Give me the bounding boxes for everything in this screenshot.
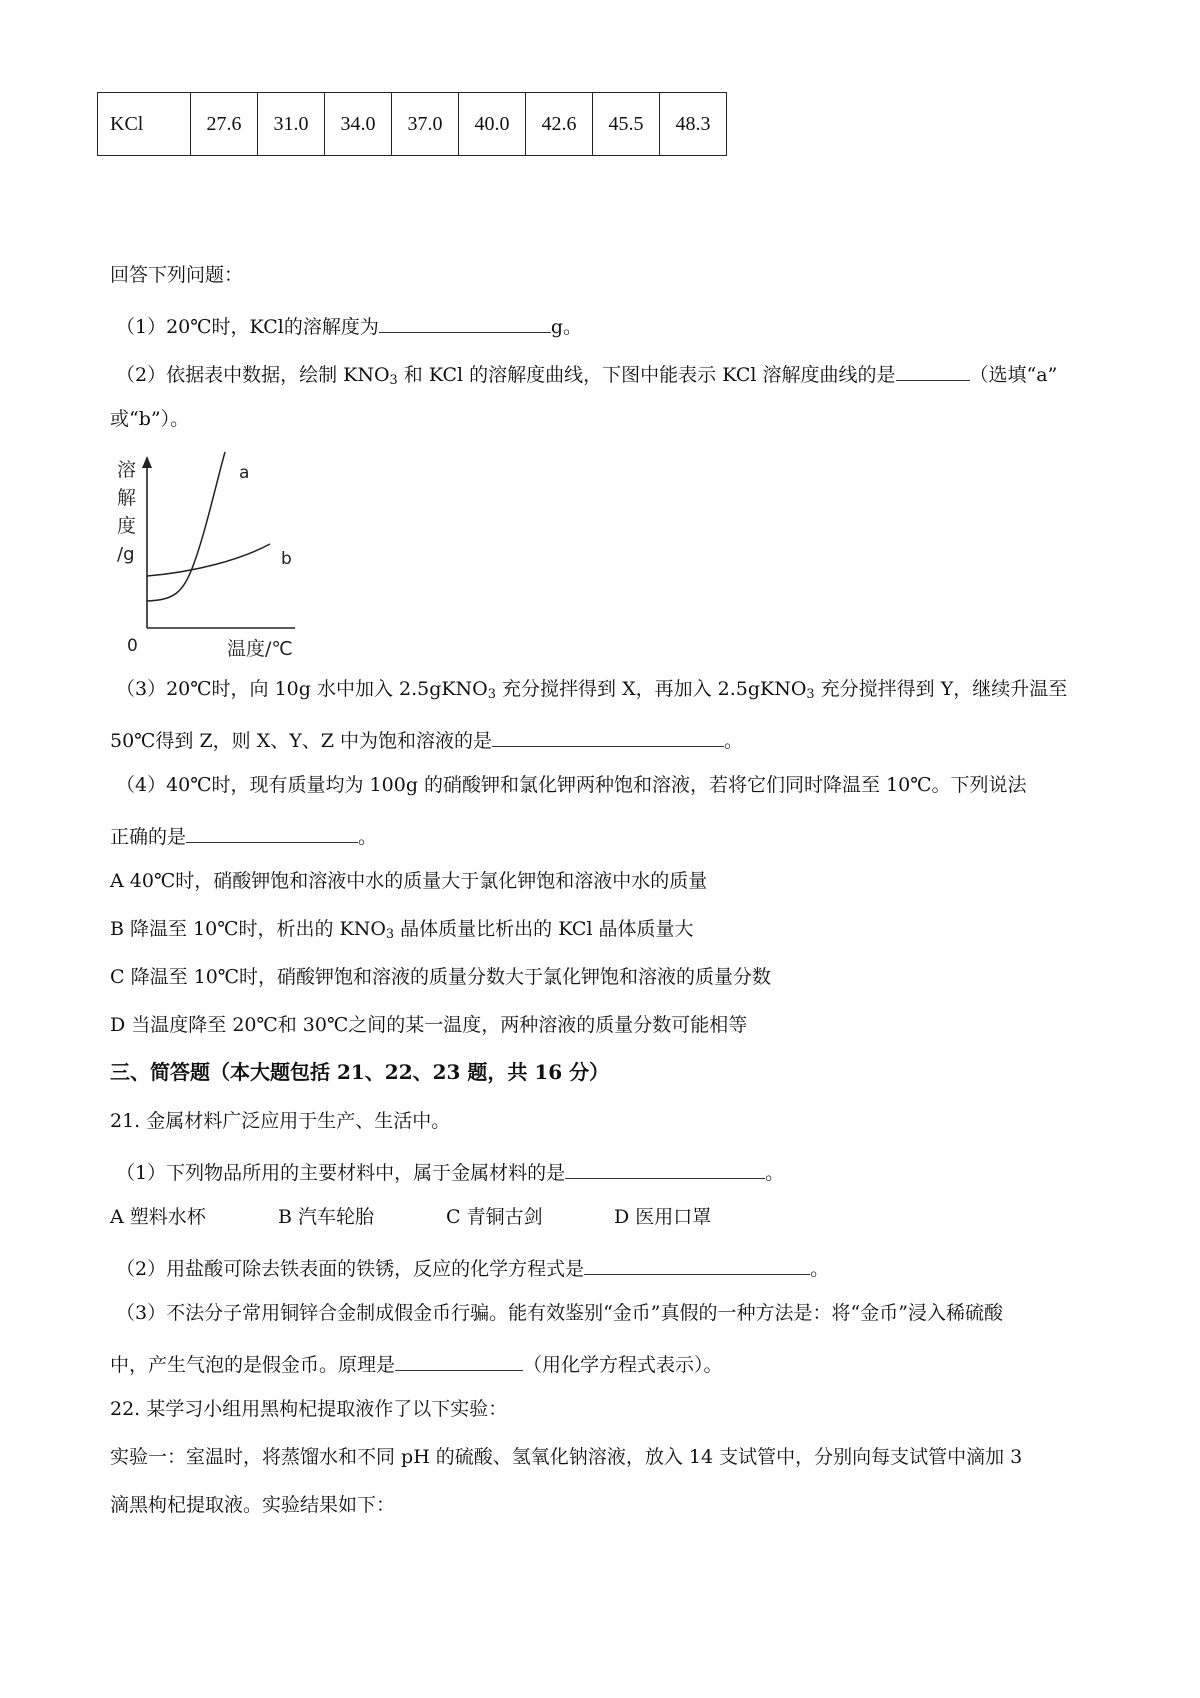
question-21-stem: 21. 金属材料广泛应用于生产、生活中。 [110,1110,451,1132]
table-cell: 45.5 [593,93,660,156]
option-a: A 40℃时，硝酸钾饱和溶液中水的质量大于氯化钾饱和溶液中水的质量 [110,870,708,892]
y-axis-arrow [142,456,152,468]
option-b: B 汽车轮胎 [278,1206,375,1228]
y-axis-label: /g [117,544,135,565]
option-a: A 塑料水杯 [110,1206,206,1228]
table-cell: 40.0 [459,93,526,156]
option-d: D 医用口罩 [614,1206,712,1228]
table-cell: 31.0 [258,93,325,156]
question-22-stem: 22. 某学习小组用黑枸杞提取液作了以下实验： [110,1398,508,1420]
table-cell: 42.6 [526,93,593,156]
answer-blank[interactable] [186,822,358,843]
question-21-options [110,1206,711,1229]
question-4: （4）40℃时，现有质量均为 100g 的硝酸钾和氯化钾两种饱和溶液，若将它们同时降温至 10℃。下列说法 [116,774,1027,796]
question-1 [116,312,582,339]
question-21-3: （3）不法分子常用铜锌合金制成假金币行骗。能有效鉴别“金币”真假的一种方法是：将“金币”浸入稀硫酸 [116,1302,1003,1324]
answer-blank[interactable] [395,1350,523,1371]
question-3: （3）20℃时，向 10g 水中加入 2.5gKNO$_3$ 充分搅拌得到 X，再加入 2.5gKNO$_3$ 充分搅拌得到 Y，继续升温至 [116,678,1068,703]
kcl-solubility-table [97,92,727,156]
origin-label: 0 [127,636,138,656]
table-cell: 37.0 [392,93,459,156]
question-21-3-cont: 中，产生气泡的是假金币。原理是 （用化学方程式表示）。 [110,1350,723,1377]
table-cell: 34.0 [325,93,392,156]
q1-unit: g。 [550,315,582,338]
y-axis-label: 溶 [117,459,137,481]
table-cell: 27.6 [191,93,258,156]
question-21-1: （1）下列物品所用的主要材料中，属于金属材料的是 。 [116,1158,784,1185]
solubility-curve-graph [105,448,305,658]
x-axis-label: 温度/℃ [227,638,293,658]
table-cell: 48.3 [660,93,727,156]
section-heading: 三、简答题（本大题包括 21、22、23 题，共 16 分） [110,1060,610,1084]
y-axis-label: 解 [117,487,137,509]
answer-blank[interactable] [896,360,970,381]
answer-blank[interactable] [379,312,551,333]
question-21-2: （2）用盐酸可除去铁表面的铁锈，反应的化学方程式是 。 [116,1254,829,1281]
q1-text: （1）20℃时，KCl的溶解度为 [116,315,379,338]
question-3-cont: 50℃得到 Z，则 X、Y、Z 中为饱和溶液的是 。 [110,726,743,753]
option-b: B 降温至 10℃时，析出的 $KNO_3$ 晶体质量比析出的 KCl 晶体质量大 [110,918,694,943]
option-c: C 降温至 10℃时，硝酸钾饱和溶液的质量分数大于氯化钾饱和溶液的质量分数 [110,966,772,988]
curve-a [147,452,225,601]
answer-blank[interactable] [492,726,724,747]
experiment-1-cont: 滴黑枸杞提取液。实验结果如下： [110,1494,396,1516]
table-row-label: KCl [98,93,191,156]
intro-text: 回答下列问题： [110,264,244,286]
y-axis-label: 度 [117,515,137,537]
option-c: C 青铜古剑 [446,1206,543,1228]
question-2-cont: 或“b”）。 [110,408,190,430]
experiment-1: 实验一：室温时，将蒸馏水和不同 pH 的硫酸、氢氧化钠溶液，放入 14 支试管中，分别向每支试管中滴加 3 [110,1446,1023,1468]
curve-b-label: b [281,549,292,569]
question-2: （2）依据表中数据，绘制 $KNO_3$ 和 KCl 的溶解度曲线，下图中能表示 KCl 溶解度曲线的是 （选填“a” [116,360,1057,387]
question-4-cont: 正确的是 。 [110,822,377,849]
curve-a-label: a [239,463,250,483]
table-row [98,93,727,156]
curve-b [147,544,270,576]
option-d: D 当温度降至 20℃和 30℃之间的某一温度，两种溶液的质量分数可能相等 [110,1014,748,1036]
answer-blank[interactable] [584,1254,810,1275]
answer-blank[interactable] [565,1158,765,1179]
